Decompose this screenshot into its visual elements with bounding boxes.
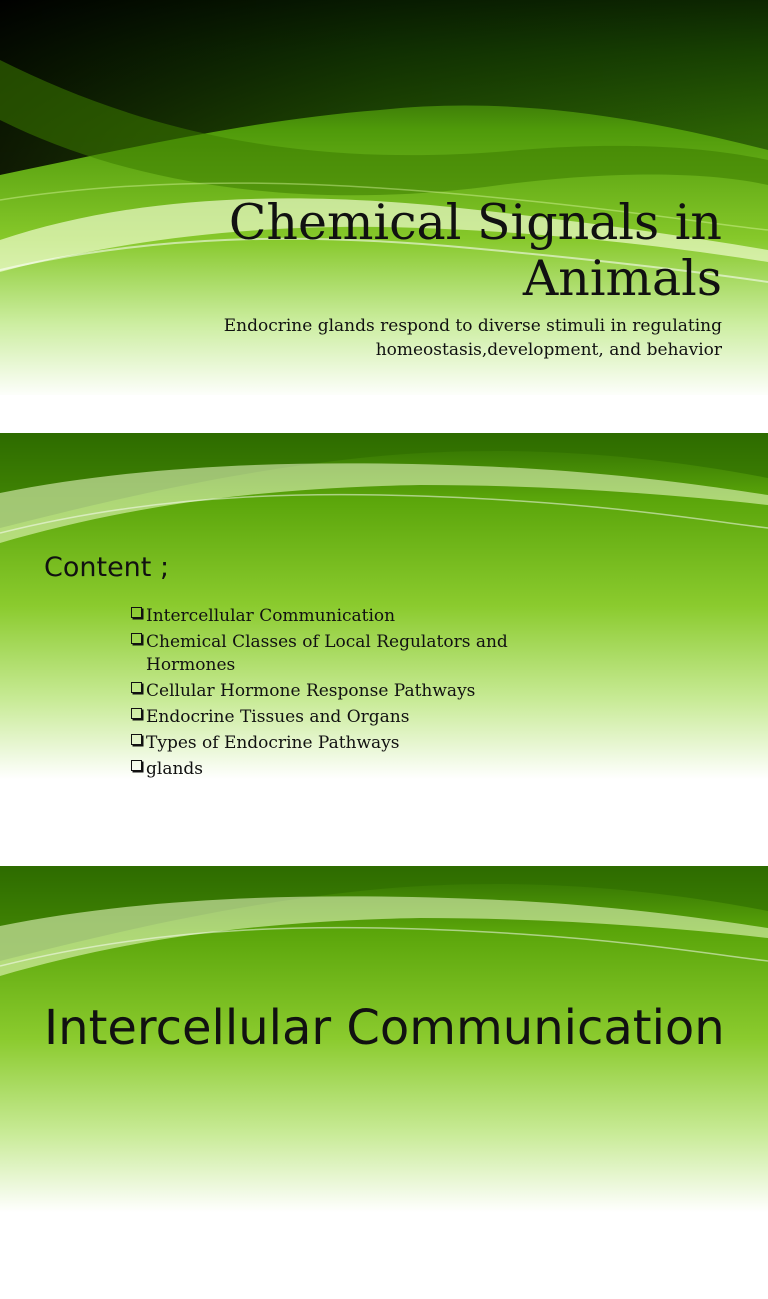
square-bullet-icon	[131, 682, 142, 693]
slide-2	[0, 433, 768, 866]
slide-title: Chemical Signals in Animals	[228, 194, 722, 307]
content-heading: Content ;	[44, 552, 170, 583]
list-item: glands	[130, 758, 570, 781]
section-heading: Intercellular Communication	[44, 1000, 725, 1056]
list-item: Types of Endocrine Pathways	[130, 732, 570, 755]
square-bullet-icon	[131, 760, 142, 771]
slide-background	[0, 866, 768, 1299]
list-item: Intercellular Communication	[130, 605, 570, 628]
slide-1	[0, 0, 768, 433]
square-bullet-icon	[131, 607, 142, 618]
square-bullet-icon	[131, 633, 142, 644]
list-item: Endocrine Tissues and Organs	[130, 706, 570, 729]
list-item: Cellular Hormone Response Pathways	[130, 680, 570, 703]
content-list	[130, 605, 570, 784]
slide-3	[0, 866, 768, 1299]
square-bullet-icon	[131, 708, 142, 719]
list-item: Chemical Classes of Local Regulators and Hormones	[130, 631, 570, 677]
slide-subtitle: Endocrine glands respond to diverse stimuli in regulating homeostasis,development, and behavior	[223, 316, 722, 360]
square-bullet-icon	[131, 734, 142, 745]
